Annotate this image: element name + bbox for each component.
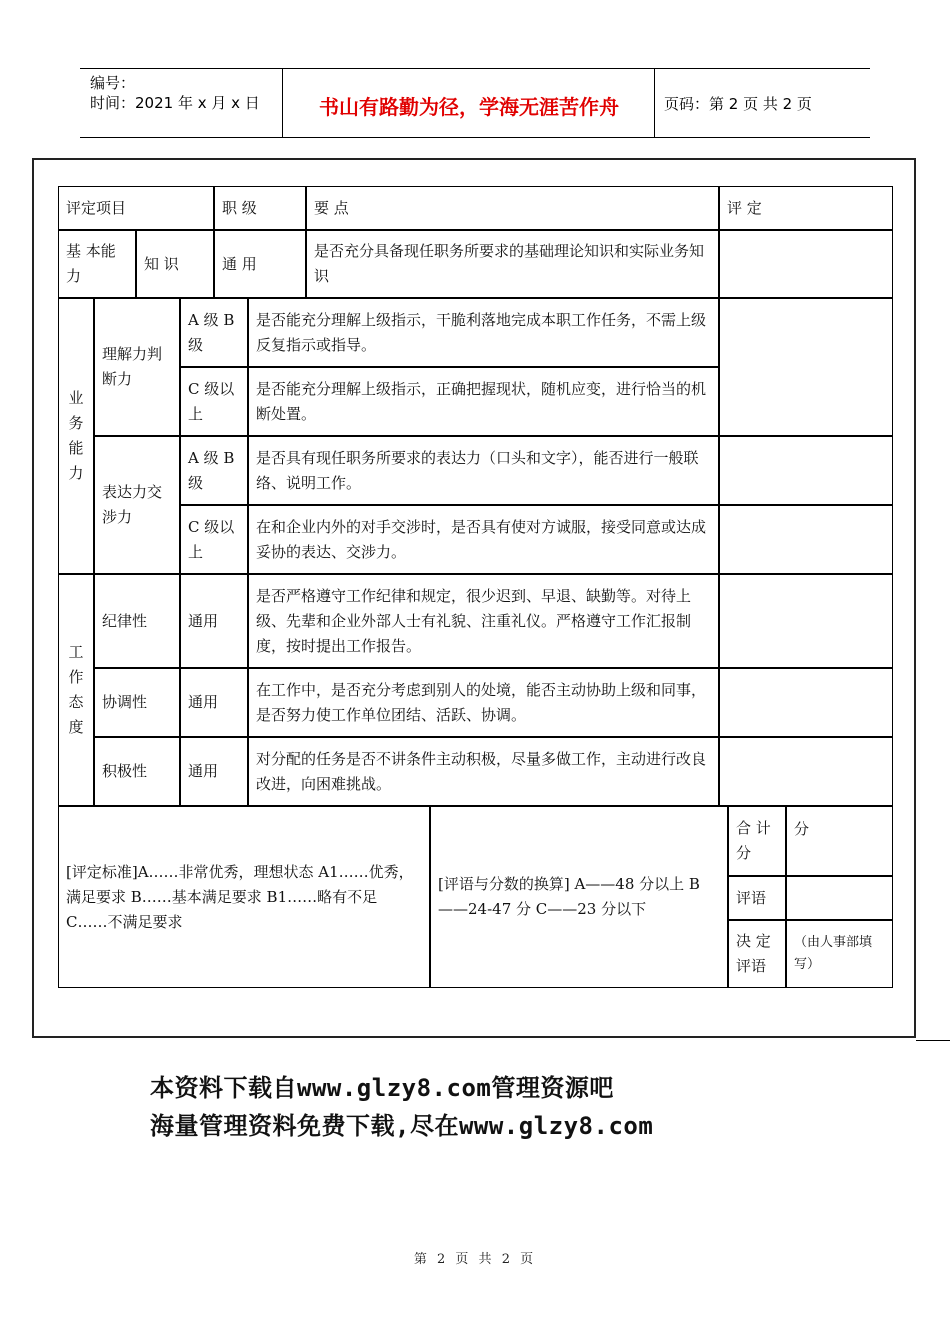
score-conversion: [评语与分数的换算] A——48 分以上 B——24-47 分 C——23 分以下 bbox=[430, 806, 728, 988]
basic-sub: 知 识 bbox=[136, 230, 214, 298]
frame-extension-line bbox=[916, 1040, 950, 1041]
understanding-label: 理解力判断力 bbox=[94, 298, 180, 436]
expression-rating-cell-1[interactable] bbox=[719, 436, 893, 505]
expression-text-1: 是否具有现任职务所要求的表达力（口头和文字），能否进行一般联络、说明工作。 bbox=[248, 436, 719, 505]
header-points: 要 点 bbox=[306, 186, 719, 230]
header-motto: 书山有路勤为径，学海无涯苦作舟 bbox=[319, 95, 619, 119]
coordination-text: 在工作中，是否充分考虑到别人的处境，能否主动协助上级和同事，是否努力使工作单位团结、活跃、协调。 bbox=[248, 668, 719, 737]
expression-label: 表达力交涉力 bbox=[94, 436, 180, 574]
header-divider bbox=[282, 69, 283, 137]
basic-level: 通 用 bbox=[214, 230, 306, 298]
time-label: 时间：2021 年 x 月 x 日 bbox=[90, 94, 260, 112]
business-category-label: 业务能力 bbox=[68, 389, 84, 482]
header-rating: 评 定 bbox=[719, 186, 893, 230]
understanding-text-1: 是否能充分理解上级指示，干脆利落地完成本职工作任务，不需上级反复指示或指导。 bbox=[248, 298, 719, 367]
header-meta bbox=[90, 73, 260, 113]
header-divider bbox=[654, 69, 655, 137]
total-score-cell[interactable]: 分 bbox=[786, 806, 893, 876]
decision-label: 决 定评语 bbox=[728, 920, 786, 988]
discipline-label: 纪律性 bbox=[94, 574, 180, 668]
initiative-label: 积极性 bbox=[94, 737, 180, 806]
comment-label: 评语 bbox=[728, 876, 786, 920]
watermark-line-2: 海量管理资料免费下载,尽在www.glzy8.com bbox=[150, 1112, 654, 1140]
attitude-category bbox=[58, 574, 94, 806]
discipline-level: 通用 bbox=[180, 574, 248, 668]
coordination-level: 通用 bbox=[180, 668, 248, 737]
expression-rating-cell-2[interactable] bbox=[719, 505, 893, 574]
discipline-text: 是否严格遵守工作纪律和规定，很少迟到、早退、缺勤等。对待上级、先辈和企业外部人士有礼貌、注重礼仪。严格遵守工作汇报制度，按时提出工作报告。 bbox=[248, 574, 719, 668]
understanding-rating-cell[interactable] bbox=[719, 298, 893, 436]
expression-text-2: 在和企业内外的对手交涉时，是否具有使对方诚服，接受同意或达成妥协的表达、交涉力。 bbox=[248, 505, 719, 574]
header-page-info: 页码：第 2 页 共 2 页 bbox=[664, 95, 812, 113]
watermark-line-1: 本资料下载自www.glzy8.com管理资源吧 bbox=[150, 1074, 614, 1102]
basic-category: 基 本能力 bbox=[58, 230, 136, 298]
business-category bbox=[58, 298, 94, 574]
expression-level-2: C 级以上 bbox=[180, 505, 248, 574]
initiative-rating-cell[interactable] bbox=[719, 737, 893, 806]
coordination-rating-cell[interactable] bbox=[719, 668, 893, 737]
discipline-rating-cell[interactable] bbox=[719, 574, 893, 668]
rating-standard: [评定标准]A……非常优秀，理想状态 A1……优秀，满足要求 B……基本满足要求 B1……略有不足 C……不满足要求 bbox=[58, 806, 430, 988]
number-label: 编号： bbox=[90, 74, 136, 92]
attitude-category-label: 工作态度 bbox=[68, 643, 84, 736]
initiative-level: 通用 bbox=[180, 737, 248, 806]
basic-text: 是否充分具备现任职务所要求的基础理论知识和实际业务知识 bbox=[306, 230, 719, 298]
coordination-label: 协调性 bbox=[94, 668, 180, 737]
understanding-level-2: C 级以上 bbox=[180, 367, 248, 436]
header-level: 职 级 bbox=[214, 186, 306, 230]
total-label: 合 计分 bbox=[728, 806, 786, 876]
header-item: 评定项目 bbox=[58, 186, 214, 230]
understanding-level-1: A 级 B 级 bbox=[180, 298, 248, 367]
basic-rating-cell[interactable] bbox=[719, 230, 893, 298]
decision-note[interactable]: （由人事部填写） bbox=[786, 920, 893, 988]
page-header bbox=[80, 68, 870, 138]
expression-level-1: A 级 B 级 bbox=[180, 436, 248, 505]
understanding-text-2: 是否能充分理解上级指示，正确把握现状，随机应变，进行恰当的机断处置。 bbox=[248, 367, 719, 436]
page-footer: 第 2 页 共 2 页 bbox=[413, 1252, 537, 1267]
initiative-text: 对分配的任务是否不讲条件主动积极，尽量多做工作，主动进行改良改进，向困难挑战。 bbox=[248, 737, 719, 806]
comment-cell[interactable] bbox=[786, 876, 893, 920]
